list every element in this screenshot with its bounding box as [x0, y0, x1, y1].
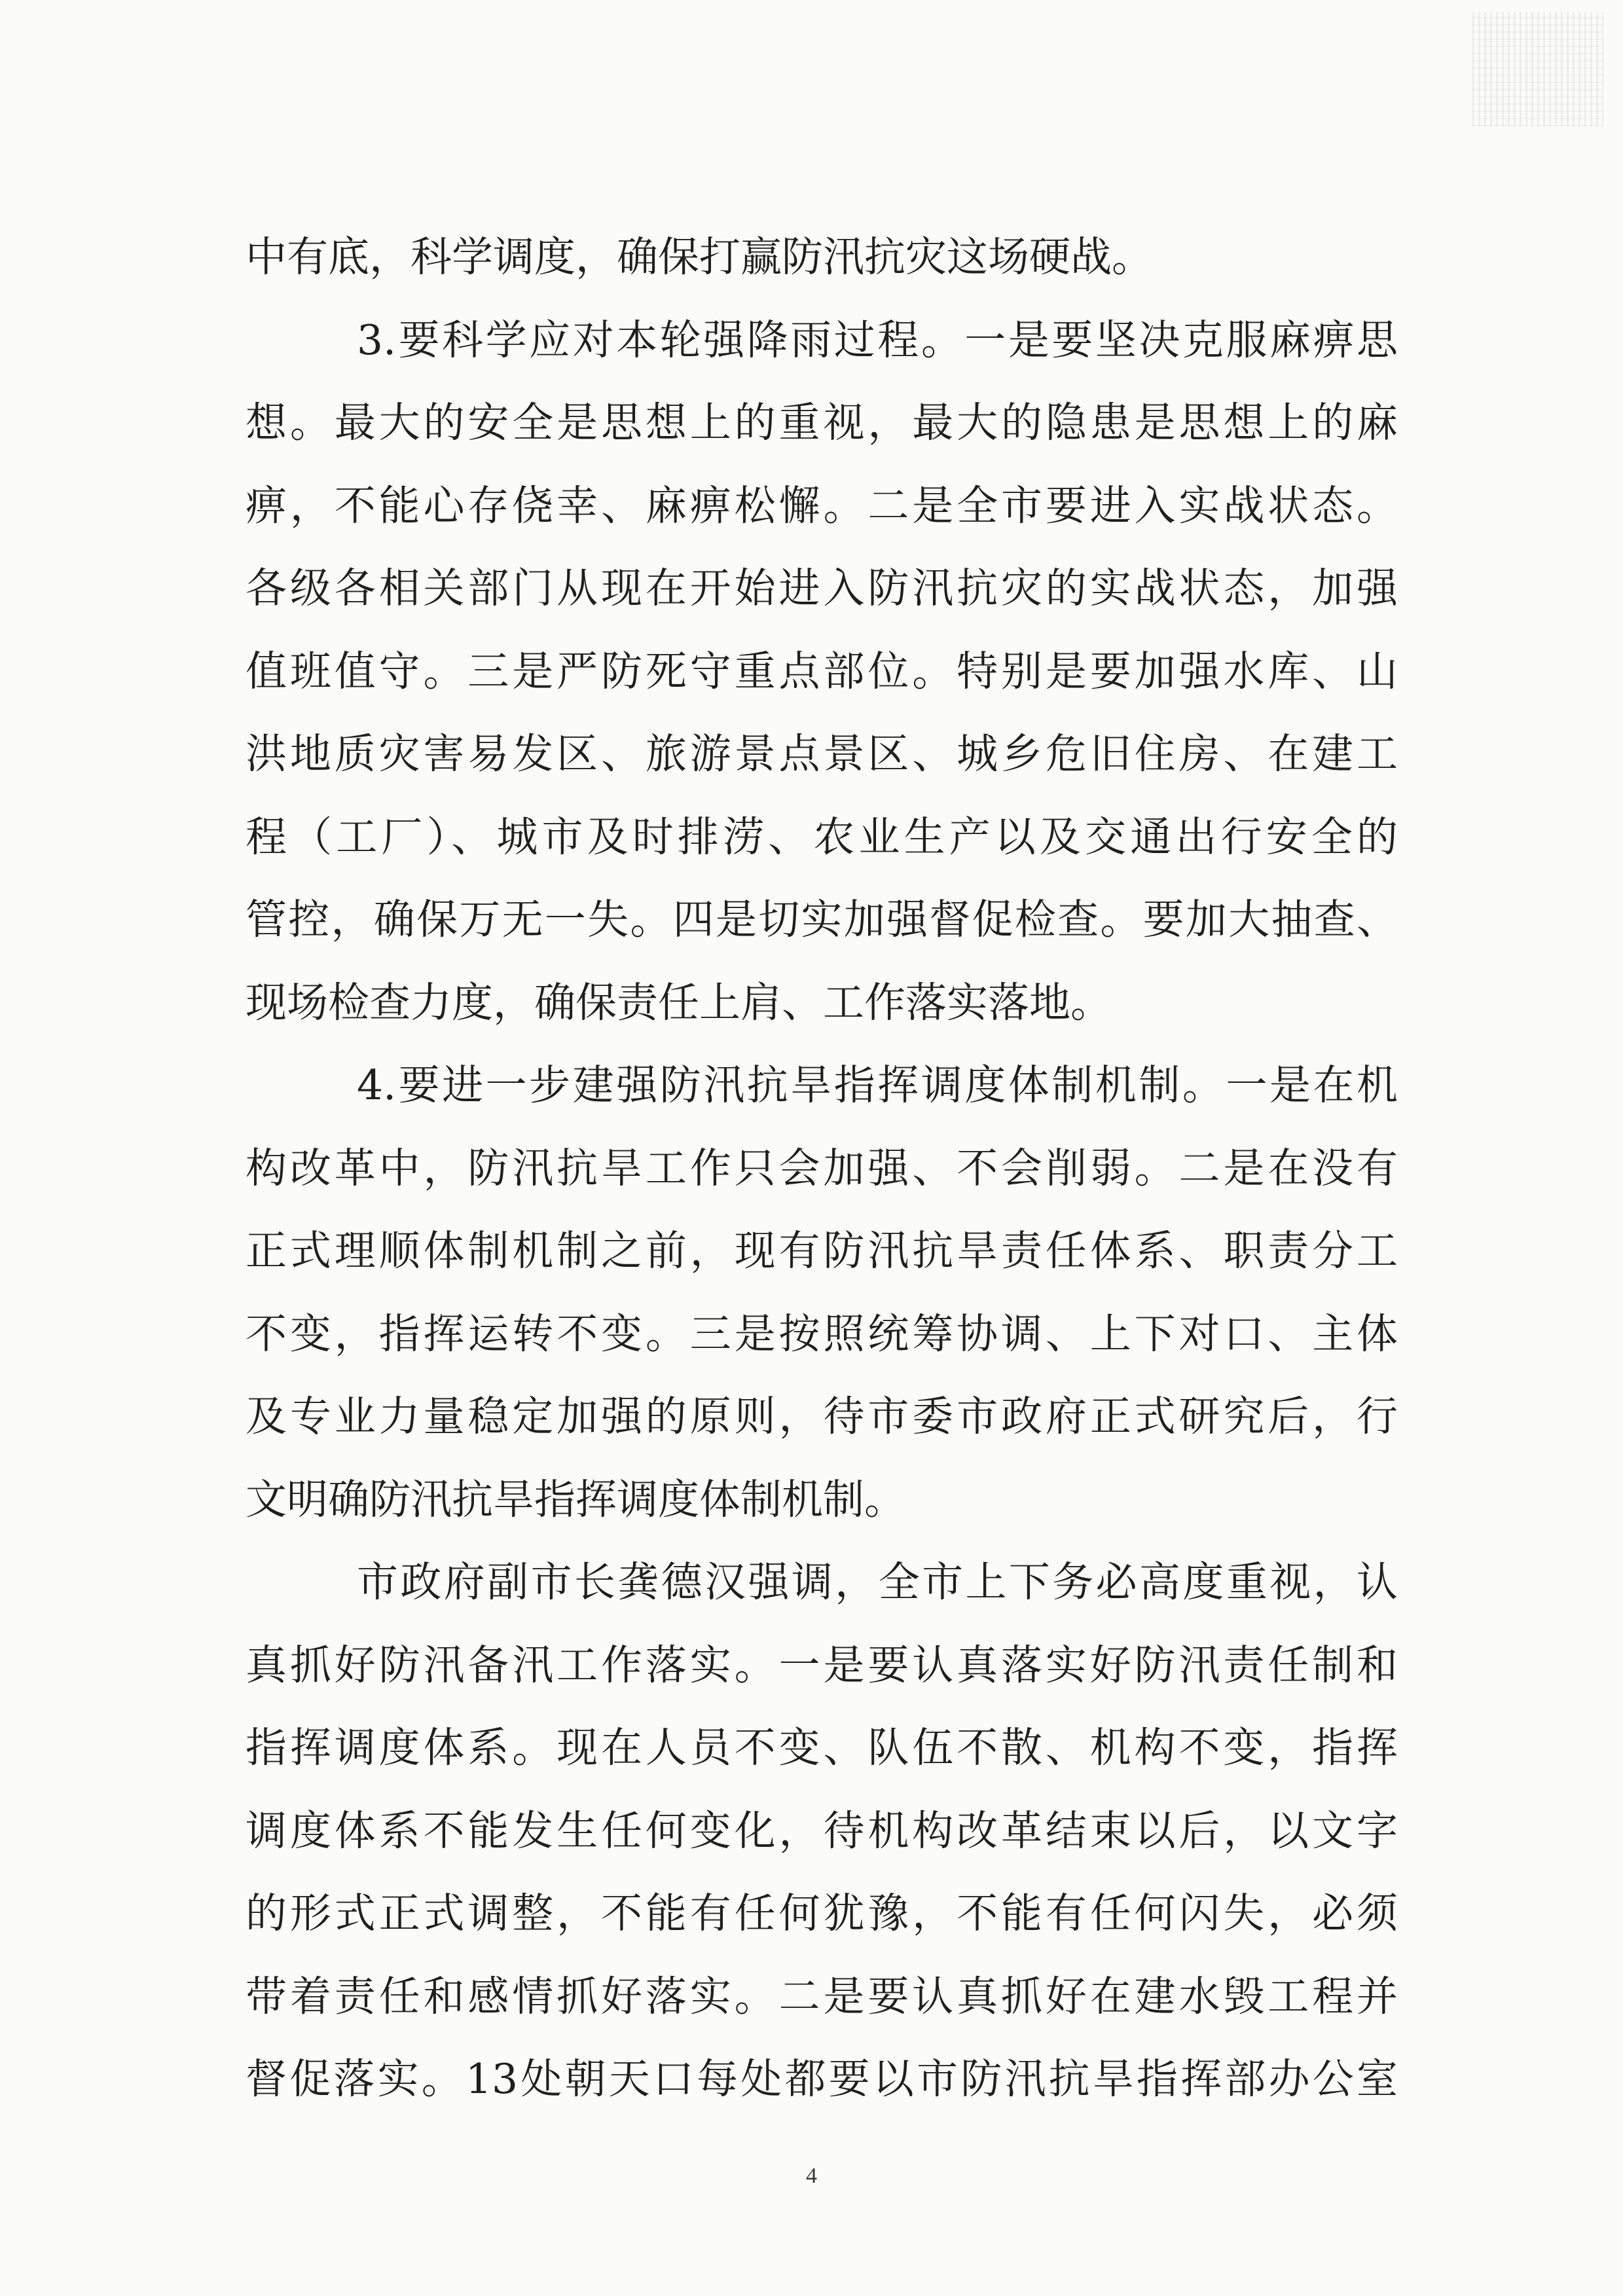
text-line: 洪地质灾害易发区、旅游景点景区、城乡危旧住房、在建工: [246, 730, 1398, 778]
text-line: 文明确防汛抗旱指挥调度体制机制。: [246, 1475, 905, 1523]
text-line: 值班值守。三是严防死守重点部位。特别是要加强水库、山: [246, 647, 1398, 695]
text-line: 构改革中，防汛抗旱工作只会加强、不会削弱。二是在没有: [246, 1144, 1398, 1192]
text-line: 督促落实。13处朝天口每处都要以市防汛抗旱指挥部办公室: [246, 2055, 1398, 2103]
text-line: 程（工厂）、城市及时排涝、农业生产以及交通出行安全的: [246, 812, 1398, 861]
body-text: [246, 216, 1398, 2121]
text-line: 正式理顺体制机制之前，现有防汛抗旱责任体系、职责分工: [246, 1227, 1398, 1275]
text-line: 的形式正式调整，不能有任何犹豫，不能有任何闪失，必须: [246, 1889, 1398, 1937]
text-line: 带着责任和感情抓好落实。二是要认真抓好在建水毁工程并: [246, 1972, 1398, 2020]
text-line: 调度体系不能发生任何变化，待机构改革结束以后，以文字: [246, 1806, 1398, 1855]
text-line: 想。最大的安全是思想上的重视，最大的隐患是思想上的麻: [246, 399, 1398, 446]
text-line: 中有底，科学调度，确保打赢防汛抗灾这场硬战。: [246, 233, 1153, 281]
scan-noise-mark: [1472, 12, 1603, 126]
text-line: 各级各相关部门从现在开始进入防汛抗灾的实战状态，加强: [246, 564, 1398, 612]
page-number: 4: [806, 2164, 817, 2188]
text-line: 管控，确保万无一失。四是切实加强督促检查。要加大抽查、: [246, 896, 1398, 943]
text-line: 3.要科学应对本轮强降雨过程。一是要坚决克服麻痹思: [357, 316, 1398, 364]
text-line: 现场检查力度，确保责任上肩、工作落实落地。: [246, 978, 1112, 1027]
text-line: 市政府副市长龚德汉强调，全市上下务必高度重视，认: [357, 1558, 1398, 1606]
text-line: 痹，不能心存侥幸、麻痹松懈。二是全市要进入实战状态。: [246, 481, 1398, 530]
text-line: 真抓好防汛备汛工作落实。一是要认真落实好防汛责任制和: [246, 1641, 1398, 1689]
text-line: 及专业力量稳定加强的原则，待市委市政府正式研究后，行: [246, 1393, 1398, 1440]
text-line: 不变，指挥运转不变。三是按照统筹协调、上下对口、主体: [246, 1309, 1398, 1358]
text-line: 指挥调度体系。现在人员不变、队伍不散、机构不变，指挥: [246, 1724, 1398, 1772]
text-line: 4.要进一步建强防汛抗旱指挥调度体制机制。一是在机: [357, 1061, 1398, 1109]
